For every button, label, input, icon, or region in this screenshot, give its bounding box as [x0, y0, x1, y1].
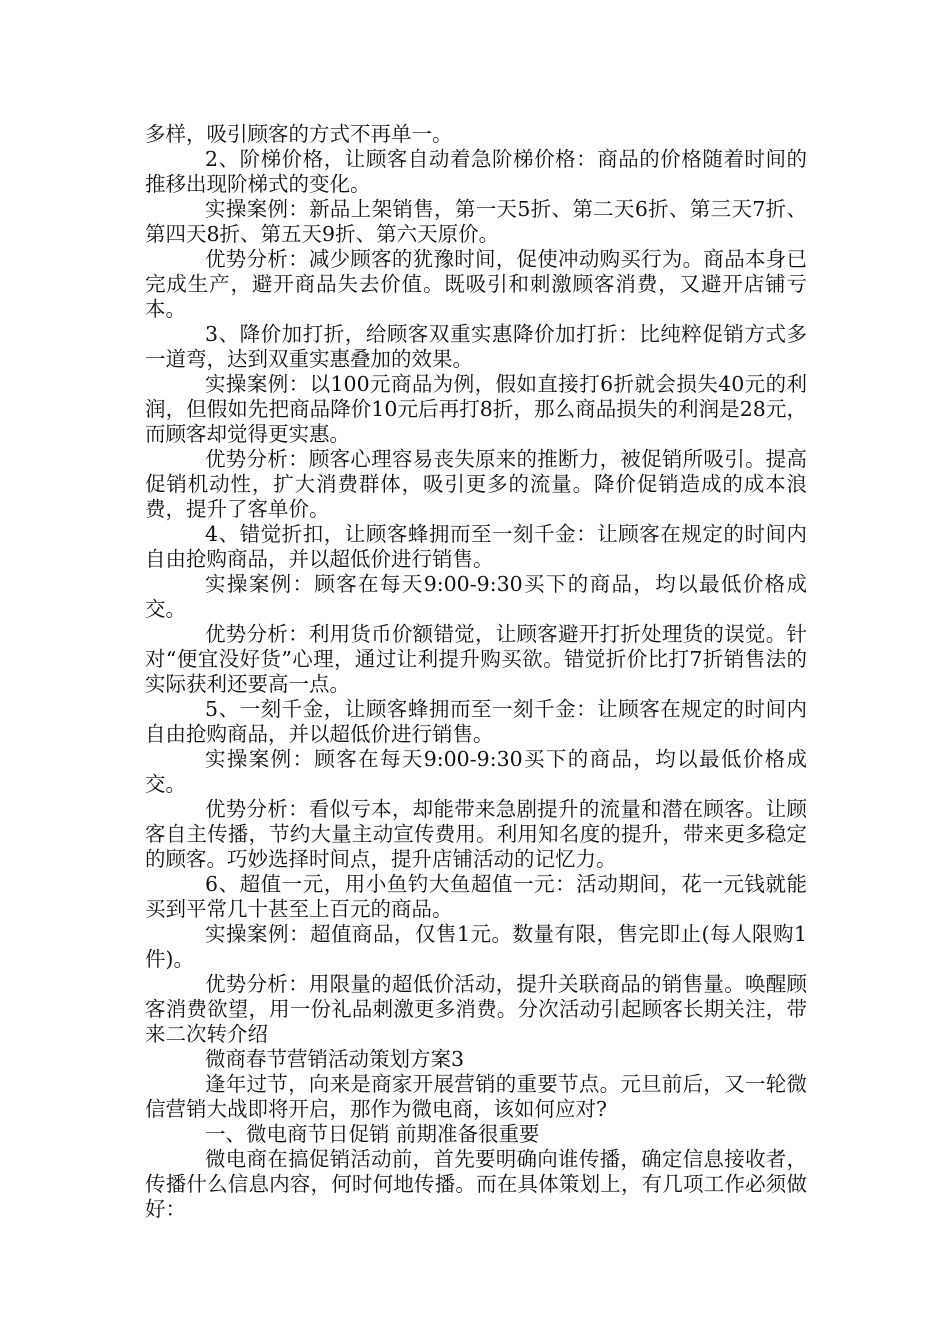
section-title: 微商春节营销活动策划方案3 — [205, 1047, 465, 1071]
paragraph: 实操案例：顾客在每天9:00-9:30买下的商品，均以最低价格成交。 — [145, 747, 807, 796]
paragraph: 4、错觉折扣，让顾客蜂拥而至一刻千金：让顾客在规定的时间内自由抢购商品，并以超低价进行销售。 — [145, 522, 807, 571]
paragraph: 实操案例：顾客在每天9:00-9:30买下的商品，均以最低价格成交。 — [145, 572, 807, 621]
paragraph: 实操案例：新品上架销售，第一天5折、第二天6折、第三天7折、第四天8折、第五天9折、第六天原价。 — [145, 197, 807, 246]
paragraph: 微电商在搞促销活动前，首先要明确向谁传播，确定信息接收者，传播什么信息内容，何时何地传播。而在具体策划上，有几项工作必须做好： — [145, 1147, 807, 1221]
paragraph: 优势分析：顾客心理容易丧失原来的推断力，被促销所吸引。提高促销机动性，扩大消费群体，吸引更多的流量。降价促销造成的成本浪费，提升了客单价。 — [145, 447, 807, 521]
paragraph: 6、超值一元，用小鱼钓大鱼超值一元：活动期间，花一元钱就能买到平常几十甚至上百元的商品。 — [145, 872, 807, 921]
paragraph: 实操案例：超值商品，仅售1元。数量有限，售完即止(每人限购1件)。 — [145, 922, 807, 971]
paragraph: 逢年过节，向来是商家开展营销的重要节点。元旦前后，又一轮微信营销大战即将开启，那作为微电商，该如何应对? — [145, 1072, 807, 1121]
paragraph: 3、降价加打折，给顾客双重实惠降价加打折：比纯粹促销方式多一道弯，达到双重实惠叠加的效果。 — [145, 322, 807, 371]
paragraph: 5、一刻千金，让顾客蜂拥而至一刻千金：让顾客在规定的时间内自由抢购商品，并以超低价进行销售。 — [145, 697, 807, 746]
paragraph: 优势分析：减少顾客的犹豫时间，促使冲动购买行为。商品本身已完成生产，避开商品失去价值。既吸引和刺激顾客消费，又避开店铺亏本。 — [145, 247, 807, 321]
paragraph: 实操案例：以100元商品为例，假如直接打6折就会损失40元的利润，但假如先把商品降价10元后再打8折，那么商品损失的利润是28元，而顾客却觉得更实惠。 — [145, 372, 807, 446]
document-body — [145, 122, 807, 1222]
paragraph: 优势分析：用限量的超低价活动，提升关联商品的销售量。唤醒顾客消费欲望，用一份礼品刺激更多消费。分次活动引起顾客长期关注，带来二次转介绍 — [145, 972, 807, 1046]
subsection-title: 一、微电商节日促销 前期准备很重要 — [205, 1122, 540, 1146]
paragraph: 2、阶梯价格，让顾客自动着急阶梯价格：商品的价格随着时间的推移出现阶梯式的变化。 — [145, 147, 807, 196]
paragraph: 优势分析：看似亏本，却能带来急剧提升的流量和潜在顾客。让顾客自主传播，节约大量主动宣传费用。利用知名度的提升，带来更多稳定的顾客。巧妙选择时间点，提升店铺活动的记忆力。 — [145, 797, 807, 871]
paragraph: 多样，吸引顾客的方式不再单一。 — [145, 122, 453, 146]
paragraph: 优势分析：利用货币价额错觉，让顾客避开打折处理货的误觉。针对“便宜没好货”心理，通过让利提升购买欲。错觉折价比打7折销售法的实际获利还要高一点。 — [145, 622, 807, 696]
